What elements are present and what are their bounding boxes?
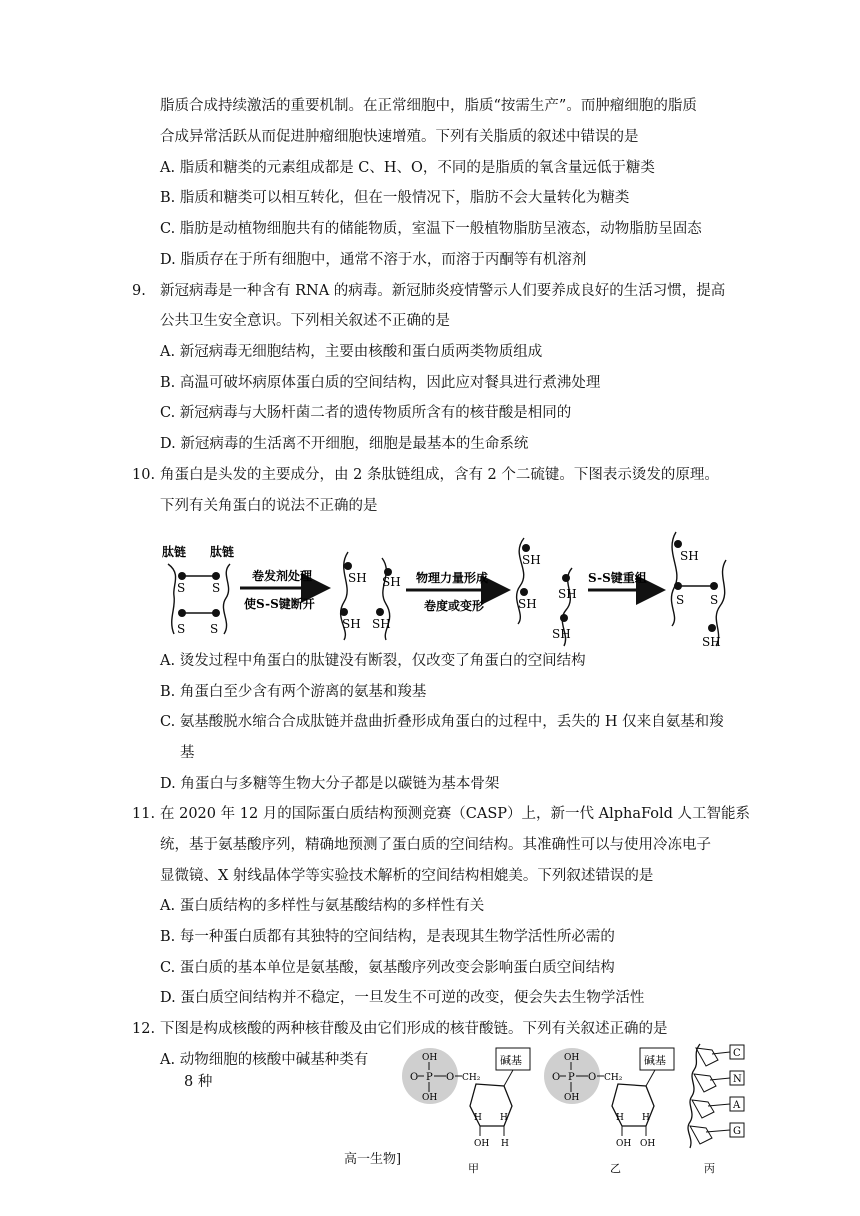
q12-option-a: A. 动物细胞的核酸中碱基种类有 bbox=[160, 1052, 369, 1068]
h-label: H bbox=[474, 1113, 482, 1123]
sh-label: SH bbox=[680, 549, 699, 563]
chain-label-1: 肽链 bbox=[162, 545, 187, 559]
arrow1-bottom-label: 使S-S键断开 bbox=[244, 597, 315, 611]
q9-option-b: B. 高温可破坏病原体蛋白质的空间结构，因此应对餐具进行煮沸处理 bbox=[160, 375, 601, 391]
sh-label: SH bbox=[702, 635, 721, 649]
label-jia: 甲 bbox=[468, 1162, 479, 1175]
base-n: N bbox=[733, 1074, 742, 1085]
q11-stem-1: 在 2020 年 12 月的国际蛋白质结构预测竞赛（CASP）上，新一代 AlphaFold 人工智能系 bbox=[160, 806, 751, 822]
h-label: H bbox=[500, 1113, 508, 1123]
label-bing: 丙 bbox=[704, 1162, 715, 1175]
s-label: S bbox=[210, 622, 219, 636]
label-yi: 乙 bbox=[610, 1162, 621, 1175]
q10-option-c: C. 氨基酸脱水缩合合成肽链并盘曲折叠形成角蛋白的过程中，丢失的 H 仅来自氨基和羧 bbox=[160, 714, 724, 730]
q11-stem-2: 统，基于氨基酸序列，精确地预测了蛋白质的空间结构。其准确性可以与使用冷冻电子 bbox=[160, 837, 711, 853]
q10-option-a: A. 烫发过程中角蛋白的肽键没有断裂，仅改变了角蛋白的空间结构 bbox=[160, 653, 586, 669]
o-label: O bbox=[552, 1072, 561, 1083]
arrow1-top-label: 卷发剂处理 bbox=[252, 569, 313, 583]
base-g: G bbox=[733, 1126, 741, 1137]
q9-option-a: A. 新冠病毒无细胞结构，主要由核酸和蛋白质两类物质组成 bbox=[160, 344, 543, 360]
q12-stem: 下图是构成核酸的两种核苷酸及由它们形成的核苷酸链。下列有关叙述正确的是 bbox=[160, 1021, 668, 1037]
p-label: P bbox=[426, 1072, 433, 1083]
s-label: S bbox=[710, 593, 719, 607]
q8-option-d: D. 脂质存在于所有细胞中，通常不溶于水，而溶于丙酮等有机溶剂 bbox=[160, 252, 587, 268]
peptide-chain-right bbox=[223, 564, 230, 634]
page-footer: 高一生物] bbox=[344, 1152, 402, 1167]
q9-stem-2: 公共卫生安全意识。下列相关叙述不正确的是 bbox=[160, 313, 450, 329]
intro-line-1: 脂质合成持续激活的重要机制。在正常细胞中，脂质“按需生产”。而肿瘤细胞的脂质 bbox=[160, 98, 697, 114]
q11-option-c: C. 蛋白质的基本单位是氨基酸，氨基酸序列改变会影响蛋白质空间结构 bbox=[160, 960, 615, 976]
base-label: 碱基 bbox=[644, 1054, 666, 1067]
nucleotide-yi bbox=[544, 1048, 674, 1175]
sh-label: SH bbox=[552, 627, 571, 641]
oh-label: OH bbox=[640, 1139, 656, 1149]
h-label: H bbox=[642, 1113, 650, 1123]
q9-option-c: C. 新冠病毒与大肠杆菌二者的遗传物质所含有的核苷酸是相同的 bbox=[160, 405, 572, 421]
q8-option-a: A. 脂质和糖类的元素组成都是 C、H、O，不同的是脂质的氧含量远低于糖类 bbox=[160, 160, 655, 176]
arrow2-bottom-label: 卷度或变形 bbox=[424, 599, 485, 613]
sh-label: SH bbox=[558, 587, 577, 601]
p-label: P bbox=[568, 1072, 575, 1083]
h-label: H bbox=[616, 1113, 624, 1123]
q9-stem-1: 新冠病毒是一种含有 RNA 的病毒。新冠肺炎疫情警示人们要养成良好的生活习惯，提高 bbox=[160, 283, 726, 299]
oh-label: OH bbox=[564, 1093, 580, 1103]
q11-stem-3: 显微镜、X 射线晶体学等实验技术解析的空间结构相媲美。下列叙述错误的是 bbox=[160, 868, 654, 884]
q10-stem-1: 角蛋白是头发的主要成分，由 2 条肽链组成，含有 2 个二硫键。下图表示烫发的原理。 bbox=[160, 467, 719, 483]
q10-number: 10. bbox=[132, 467, 156, 483]
o-label: O bbox=[588, 1072, 597, 1083]
s-label: S bbox=[676, 593, 685, 607]
base-label: 碱基 bbox=[500, 1054, 522, 1067]
o-label: O bbox=[446, 1072, 455, 1083]
oh-label: OH bbox=[564, 1053, 580, 1063]
sh-label: SH bbox=[522, 553, 541, 567]
q11-option-d: D. 蛋白质空间结构并不稳定，一旦发生不可逆的改变，便会失去生物学活性 bbox=[160, 990, 645, 1006]
intro-line-2: 合成异常活跃从而促进肿瘤细胞快速增殖。下列有关脂质的叙述中错误的是 bbox=[160, 129, 639, 145]
q9-option-d: D. 新冠病毒的生活离不开细胞，细胞是最基本的生命系统 bbox=[160, 436, 529, 452]
o-label: O bbox=[410, 1072, 419, 1083]
h-label: H bbox=[501, 1139, 509, 1149]
q10-stem-2: 下列有关角蛋白的说法不正确的是 bbox=[160, 498, 378, 514]
arrow3-top-label: S-S键重组 bbox=[588, 571, 647, 585]
sh-label: SH bbox=[342, 617, 361, 631]
q10-option-d: D. 角蛋白与多糖等生物大分子都是以碳链为基本骨架 bbox=[160, 776, 500, 792]
base-c: C bbox=[733, 1048, 741, 1059]
arrow2-top-label: 物理力量形成 bbox=[416, 571, 489, 585]
q11-option-a: A. 蛋白质结构的多样性与氨基酸结构的多样性有关 bbox=[160, 898, 485, 914]
ch2-label: CH₂ bbox=[462, 1073, 481, 1083]
q12-option-a-cont: 8 种 bbox=[184, 1074, 213, 1090]
oh-label: OH bbox=[422, 1093, 438, 1103]
sh-label: SH bbox=[348, 571, 367, 585]
sh-label: SH bbox=[382, 575, 401, 589]
sh-label: SH bbox=[518, 597, 537, 611]
sh-label: SH bbox=[372, 617, 391, 631]
peptide-chain-left bbox=[168, 564, 176, 634]
q11-number: 11. bbox=[132, 806, 156, 822]
ch2-label: CH₂ bbox=[604, 1073, 623, 1083]
perm-diagram bbox=[160, 530, 760, 650]
oh-label: OH bbox=[422, 1053, 438, 1063]
peptide-chain-left bbox=[517, 538, 524, 624]
base-a: A bbox=[733, 1100, 741, 1111]
chain-label-2: 肽链 bbox=[210, 545, 235, 559]
nucleotide-figure bbox=[400, 1040, 760, 1180]
q10-option-b: B. 角蛋白至少含有两个游离的氨基和羧基 bbox=[160, 684, 427, 700]
nucleotide-chain-bing bbox=[688, 1044, 744, 1175]
q8-option-b: B. 脂质和糖类可以相互转化，但在一般情况下，脂肪不会大量转化为糖类 bbox=[160, 190, 630, 206]
s-label: S bbox=[177, 622, 186, 636]
oh-label: OH bbox=[474, 1139, 490, 1149]
q11-option-b: B. 每一种蛋白质都有其独特的空间结构，是表现其生物学活性所必需的 bbox=[160, 929, 615, 945]
q12-number: 12. bbox=[132, 1021, 156, 1037]
q9-number: 9. bbox=[132, 283, 146, 299]
nucleotide-jia bbox=[402, 1048, 530, 1175]
q8-option-c: C. 脂肪是动植物细胞共有的储能物质，室温下一般植物脂肪呈液态，动物脂肪呈固态 bbox=[160, 221, 702, 237]
s-label: S bbox=[177, 581, 186, 595]
s-label: S bbox=[212, 581, 221, 595]
oh-label: OH bbox=[616, 1139, 632, 1149]
q10-option-c-cont: 基 bbox=[180, 745, 195, 761]
